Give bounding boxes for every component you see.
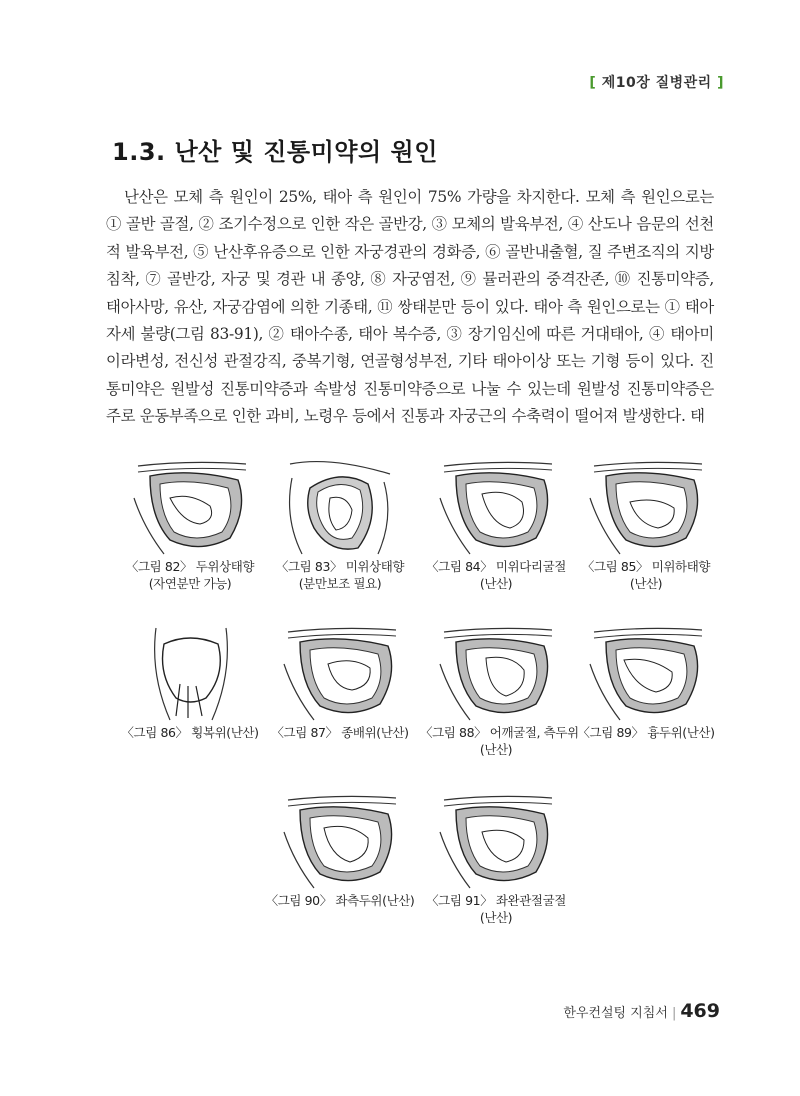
figure-caption-line: 〈그림 84〉 미위다리굴절 <box>426 559 566 574</box>
figure-caption-line: (난산) <box>479 742 513 757</box>
chapter-label: 제10장 질병관리 <box>601 75 712 91</box>
figure-caption-line: 〈그림 91〉 좌완관절굴절 <box>426 893 566 908</box>
cow-uterus-illustration <box>436 624 556 724</box>
footer-separator: | <box>671 1006 677 1021</box>
page-footer <box>563 1000 720 1022</box>
cow-uterus-illustration <box>280 458 400 558</box>
figure-caption-line: 〈그림 83〉 미위상태향 <box>275 559 405 574</box>
figure-caption-line: 〈그림 85〉 미위하태향 <box>581 559 711 574</box>
figure-91 <box>420 792 572 926</box>
figure-86 <box>114 624 266 741</box>
cow-uterus-illustration <box>280 624 400 724</box>
figure-caption-line: 〈그림 89〉 흉두위(난산) <box>577 725 715 740</box>
figure-caption-line: (자연분만 가능) <box>148 576 232 591</box>
figure-89 <box>570 624 722 741</box>
figure-88 <box>420 624 579 758</box>
figure-caption-line: 〈그림 90〉 좌측두위(난산) <box>265 893 415 908</box>
cow-uterus-illustration <box>130 458 250 558</box>
book-title: 한우컨설팅 지침서 <box>563 1006 668 1021</box>
figure-caption-line: (분만보조 필요) <box>298 576 382 591</box>
cow-uterus-illustration <box>130 624 250 724</box>
figure-caption-line: (난산) <box>629 576 663 591</box>
chapter-bracket-open: [ <box>589 75 597 91</box>
chapter-header <box>589 72 724 92</box>
cow-uterus-illustration <box>436 458 556 558</box>
figure-82 <box>114 458 266 592</box>
cow-uterus-illustration <box>586 458 706 558</box>
figure-85 <box>570 458 722 592</box>
page-number: 469 <box>680 1000 720 1022</box>
figure-caption-line: 〈그림 82〉 두위상태향 <box>125 559 255 574</box>
cow-uterus-illustration <box>586 624 706 724</box>
figure-caption-line: (난산) <box>479 576 513 591</box>
figure-90 <box>264 792 416 909</box>
figure-87 <box>264 624 416 741</box>
figure-caption-line: 〈그림 87〉 종배위(난산) <box>271 725 409 740</box>
figure-83 <box>264 458 416 592</box>
figure-84 <box>420 458 572 592</box>
cow-uterus-illustration <box>280 792 400 892</box>
chapter-bracket-close: ] <box>717 75 724 91</box>
section-title: 1.3. 난산 및 진통미약의 원인 <box>112 138 438 166</box>
figure-caption-line: 〈그림 86〉 횡복위(난산) <box>121 725 259 740</box>
body-paragraph: 난산은 모체 측 원인이 25%, 태아 측 원인이 75% 가량을 차지한다. 모체 측 원인으로는 ① 골반 골절, ② 조기수정으로 인한 작은 골반강, ③ 모체의 발육부전, ④ 산도나 음문의 선천적 발육부전, ⑤ 난산후유증으로 인한 자궁경관의 경화증, ⑥ 골반내출혈, 질 주변조직의 지방침착, ⑦ 골반강, 자궁 및 경관 내 종양, ⑧ 자궁염전, ⑨ 뮬러관의 중격잔존, ⑩ 진통미약증, 태아사망, 유산, 자궁감염에 의한 기종태, ⑪ 쌍태분만 등이 있다. 태아 측 원인으로는 ① 태아 자세 불량(그림 83-91), ② 태아수종, 태아 복수증, ③ 장기임신에 따른 거대태아, ④ 태아미이라변성, 전신성 관절강직, 중복기형, 연골형성부전, 기타 태아이상 또는 기형 등이 있다. 진통미약은 원발성 진통미약증과 속발성 진통미약증으로 나눌 수 있는데 원발성 진통미약증은 주로 운동부족으로 인한 과비, 노령우 등에서 진통과 자궁근의 수축력이 떨어져 발생한다. 태 <box>106 188 714 426</box>
figure-caption-line: (난산) <box>479 910 513 925</box>
cow-uterus-illustration <box>436 792 556 892</box>
figure-caption-line: 〈그림 88〉 어깨굴절, 측두위 <box>420 725 579 740</box>
